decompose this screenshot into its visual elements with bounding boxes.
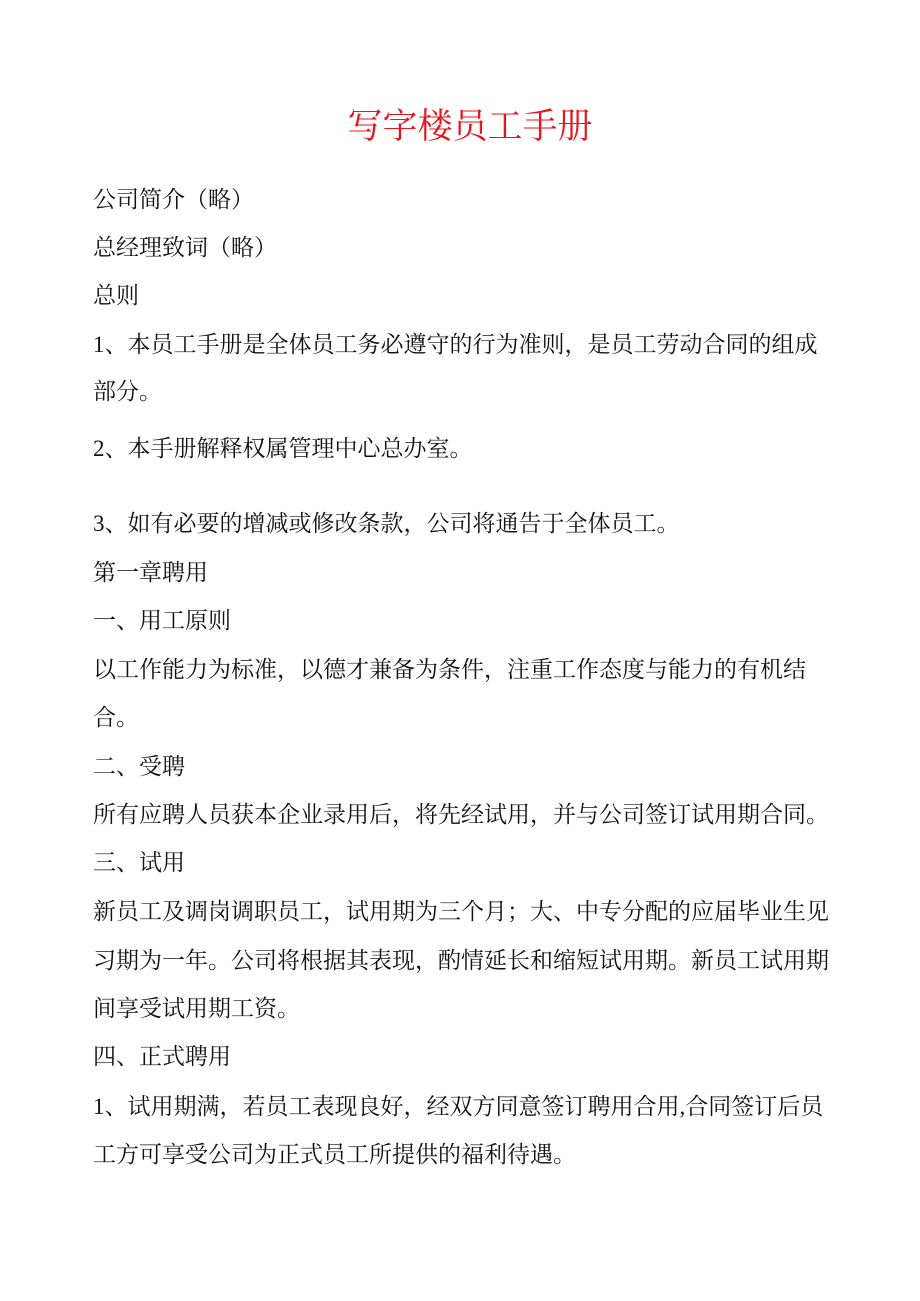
section-3-body-line-3: 间享受试用期工资。: [93, 996, 300, 1021]
general-heading: 总则: [93, 283, 139, 308]
general-clause-3: 3、如有必要的增减或修改条款，公司将通告于全体员工。: [93, 511, 680, 536]
general-clause-1-line-2: 部分。: [93, 379, 162, 404]
section-1-body-line-1: 以工作能力为标准，以德才兼备为条件，注重工作态度与能力的有机结: [93, 657, 806, 682]
general-clause-1-line-1: 1、本员工手册是全体员工务必遵守的行为准则，是员工劳动合同的组成: [93, 332, 818, 357]
section-4-body-line-2: 工方可享受公司为正式员工所提供的福利待遇。: [93, 1142, 576, 1167]
section-2-body-line-1: 所有应聘人员获本企业录用后，将先经试用，并与公司签订试用期合同。: [93, 802, 829, 827]
document-title: 写字楼员工手册: [347, 107, 593, 147]
section-3-body-line-1: 新员工及调岗调职员工，试用期为三个月；大、中专分配的应届毕业生见: [93, 899, 829, 924]
section-4-heading: 四、正式聘用: [93, 1044, 231, 1069]
chapter-1-heading: 第一章聘用: [93, 560, 208, 585]
intro-company-profile: 公司简介（略）: [93, 187, 254, 212]
general-clause-2: 2、本手册解释权属管理中心总办室。: [93, 436, 473, 461]
section-3-heading: 三、试用: [93, 850, 185, 875]
section-2-heading: 二、受聘: [93, 754, 185, 779]
intro-gm-speech: 总经理致词（略）: [93, 235, 277, 260]
section-1-body-line-2: 合。: [93, 705, 139, 730]
section-1-heading: 一、用工原则: [93, 608, 231, 633]
section-3-body-line-2: 习期为一年。公司将根据其表现，酌情延长和缩短试用期。新员工试用期: [93, 948, 829, 973]
section-4-body-line-1: 1、试用期满，若员工表现良好，经双方同意签订聘用合用,合同签订后员: [93, 1094, 824, 1119]
